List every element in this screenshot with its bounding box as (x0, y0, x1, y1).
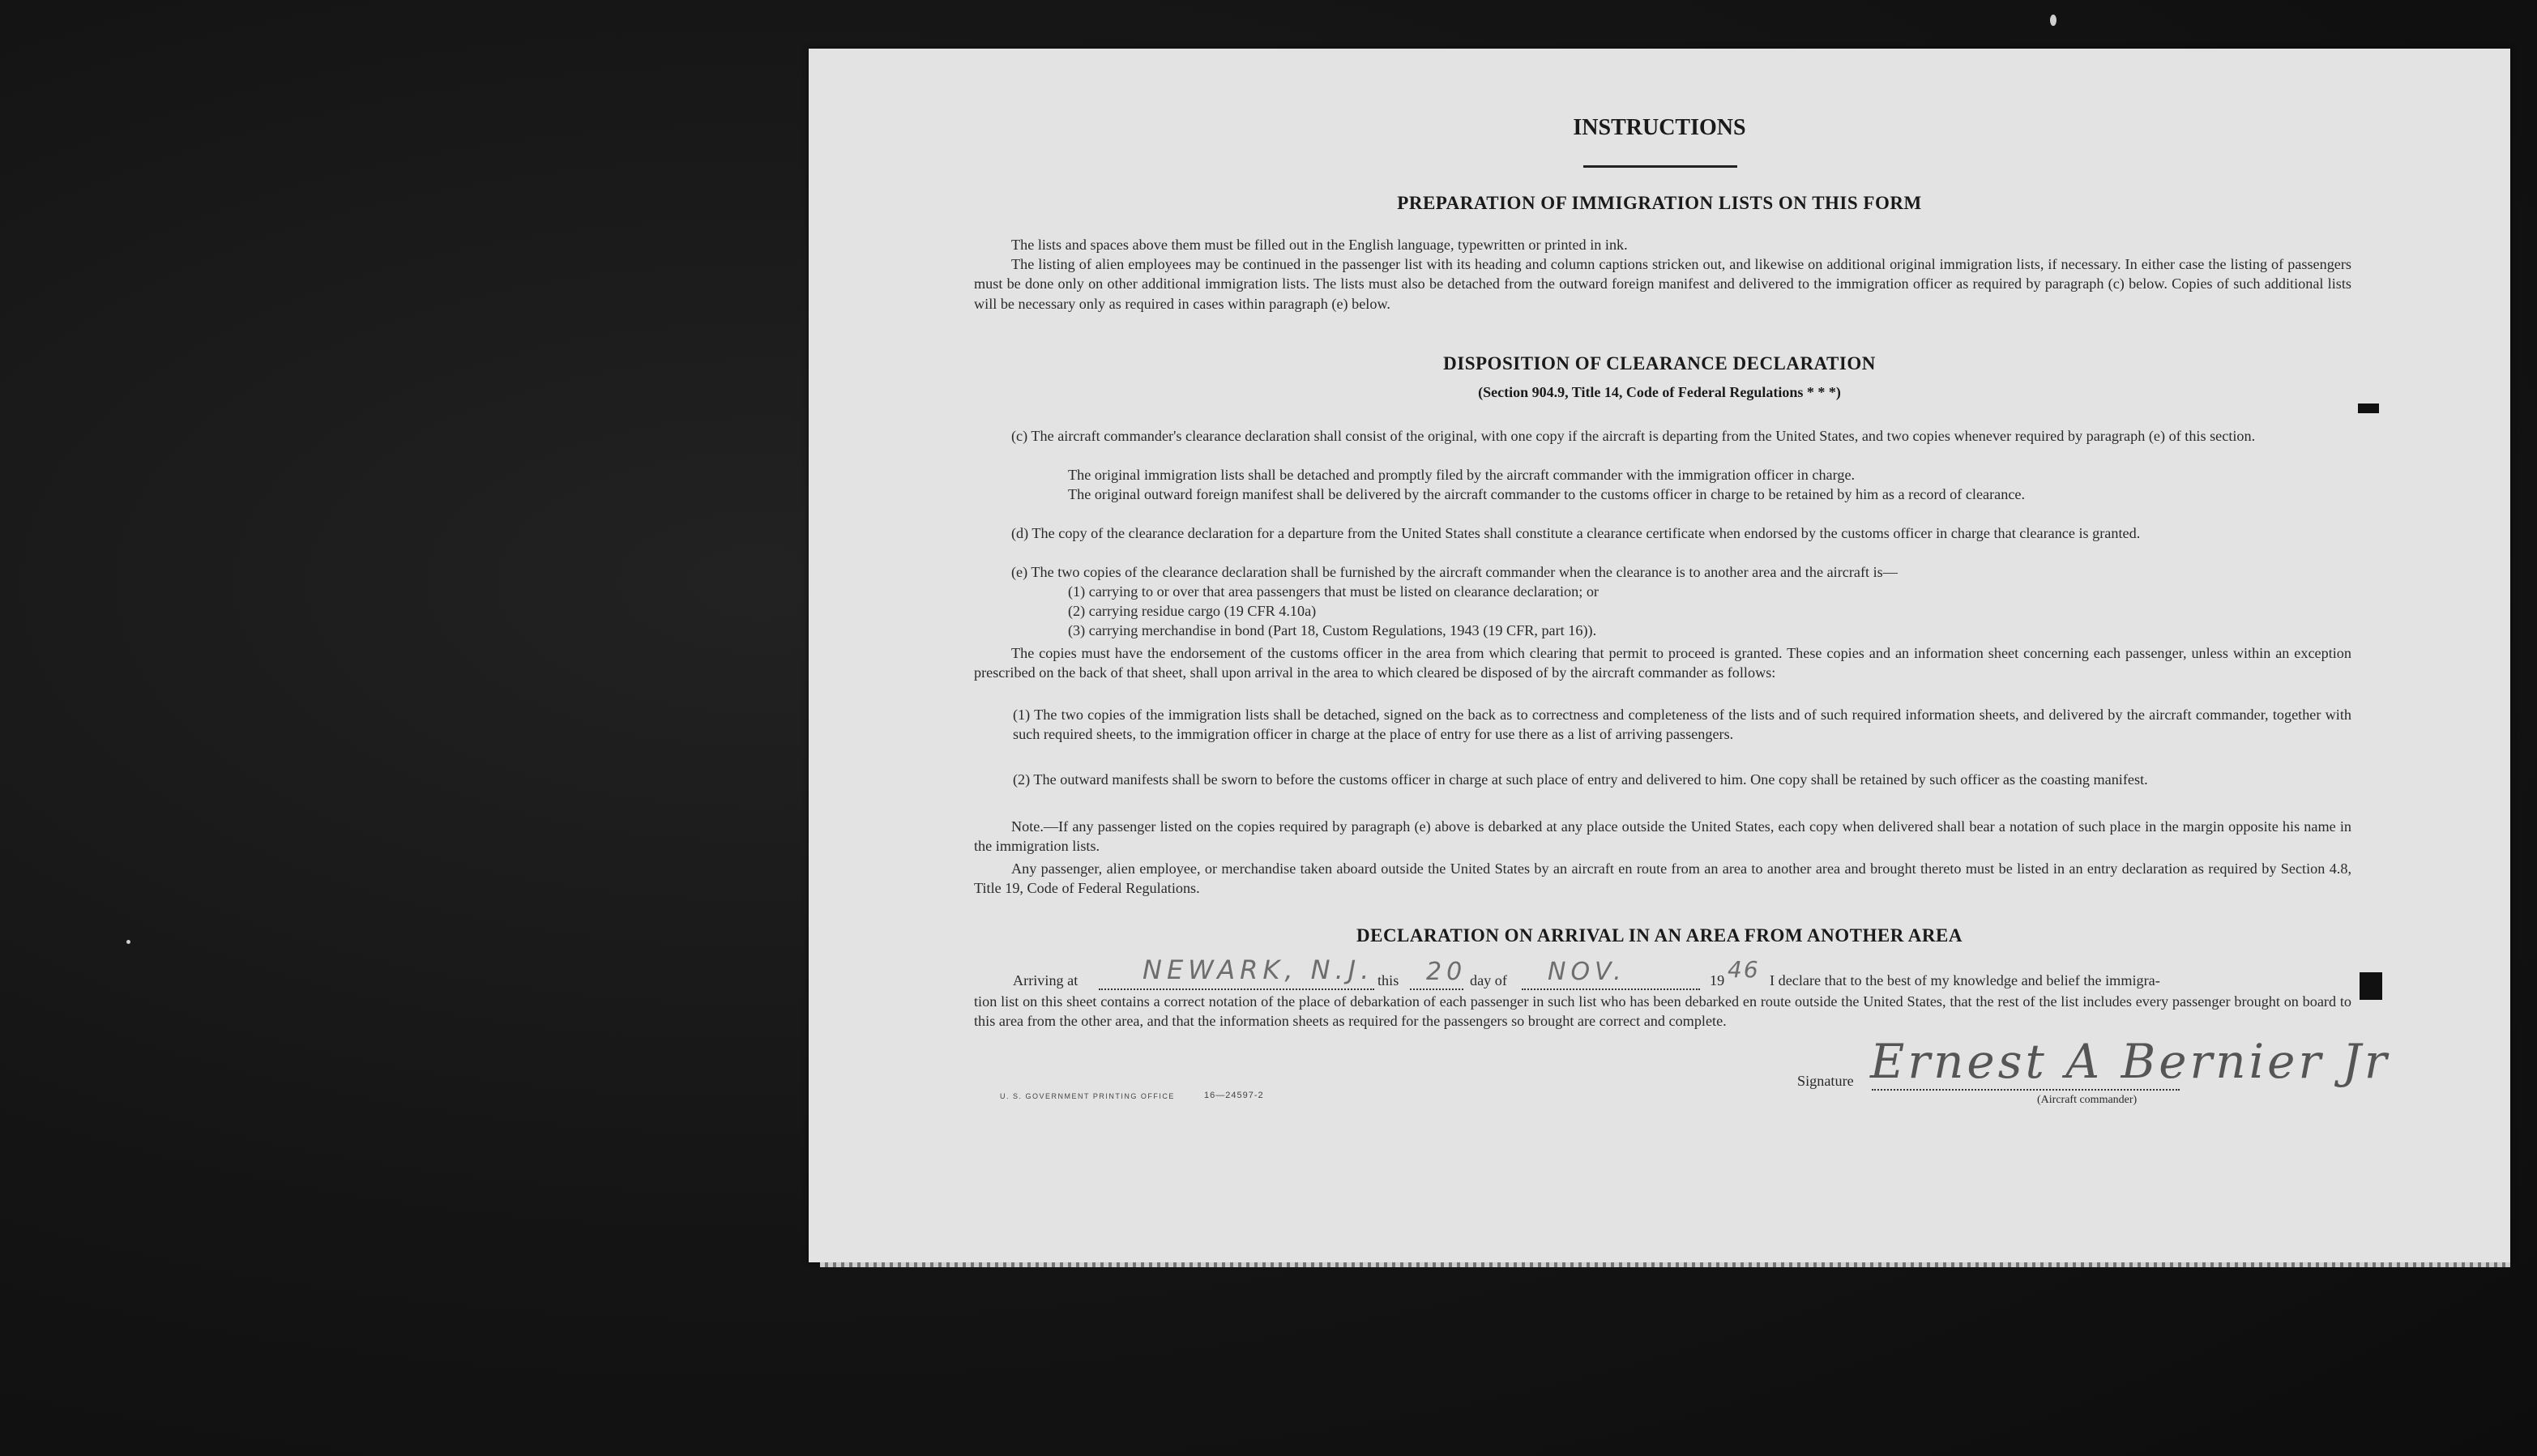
section-title-disposition: DISPOSITION OF CLEARANCE DECLARATION (1443, 353, 1876, 374)
section-subtitle-disposition: (Section 904.9, Title 14, Code of Federal Regulations * * *) (1478, 384, 1841, 400)
section-title-declaration: DECLARATION ON ARRIVAL IN AN AREA FROM ANOTHER AREA (1356, 925, 1963, 946)
declaration-tail: I declare that to the best of my knowledge and belief the immigra- (1770, 972, 2160, 988)
day-line (1410, 988, 1463, 990)
list-item-e3: (3) carrying merchandise in bond (Part 18, Custom Regulations, 1943 (19 CFR, part 16)). (1068, 622, 1597, 638)
signature-line (1872, 1089, 2180, 1091)
day-value: 20 (1426, 958, 1467, 986)
year-value: 46 (1728, 956, 1760, 983)
arriving-at-value: NEWARK, N.J. (1143, 954, 1374, 985)
disposition-item-1: (1) The two copies of the immigration lists shall be detached, signed on the back as to correctness and completeness of the lists and of such required information sheets, and delivered by the aircraft commander, together with such required sheets, to the immigration officer in charge at the place of entry for use there as a list of arriving passengers. (1013, 707, 2351, 743)
signature-value: Ernest A Bernier Jr (1870, 1034, 2390, 1089)
arriving-at-label: Arriving at (1013, 972, 1078, 988)
paragraph-copies-endorsement: The copies must have the endorsement of the customs officer in the area from which clearing that permit to proceed is granted. These copies and an information sheet concerning each passenger, unless within an exception prescribed on the back of that sheet, shall upon arrival in the area to which cleared be disposed of by the aircraft commander as follows: (974, 645, 2351, 681)
dust-speck (2050, 15, 2057, 26)
disposition-item-2: (2) The outward manifests shall be sworn to before the customs officer in charge at such place of entry and delivered to him. One copy shall be retained by such officer as the coasting manifest. (1013, 771, 2148, 788)
declaration-body: tion list on this sheet contains a correct notation of the place of debarkation of each passenger in such list who has been debarked en route outside the United States, that the rest of the list includes every passenger brought on board to this area from the other area, and that the information sheets as required for the passengers so brought are correct and complete. (974, 993, 2351, 1030)
signature-label: Signature (1797, 1073, 1854, 1089)
list-item-e1: (1) carrying to or over that area passengers that must be listed on clearance declaration; or (1068, 583, 1599, 600)
arriving-at-line (1099, 988, 1374, 990)
document-sheet (809, 49, 2510, 1262)
paragraph-c-immigration-lists: The original immigration lists shall be detached and promptly filed by the aircraft commander with the immigration officer in charge. (1068, 467, 1856, 483)
dust-speck (126, 940, 130, 944)
paragraph-c: (c) The aircraft commander's clearance declaration shall consist of the original, with one copy if the aircraft is departing from the United States, and two copies whenever required by paragraph (e) of this section. (1011, 428, 2256, 444)
ink-mark (2360, 972, 2382, 1000)
paragraph-e: (e) The two copies of the clearance declaration shall be furnished by the aircraft commander when the clearance is to another area and the aircraft is— (1011, 564, 1898, 580)
signature-caption: (Aircraft commander) (2037, 1094, 2138, 1106)
ink-mark (2358, 403, 2379, 413)
month-value: NOV. (1548, 958, 1626, 986)
month-line (1522, 988, 1700, 990)
this-label: this (1377, 972, 1399, 988)
day-of-label: day of (1470, 972, 1507, 988)
paragraph-lists-language: The lists and spaces above them must be filled out in the English language, typewritten or printed in ink. (1011, 237, 1628, 253)
section-title-preparation: PREPARATION OF IMMIGRATION LISTS ON THIS FORM (1397, 193, 1922, 213)
note-paragraph: Note.—If any passenger listed on the copies required by paragraph (e) above is debarked at any place outside the United States, each copy when delivered shall bear a notation of such place in the margin opposite his name in the immigration lists. (974, 818, 2351, 855)
paragraph-alien-employees: The listing of alien employees may be continued in the passenger list with its heading and column captions stricken out, and likewise on additional original immigration lists, if necessary. In either case the listing of passengers must be done only on other additional immigration lists. The lists must also be detached from the outward foreign manifest and delivered to the immigration officer as required by paragraph (c) below. Copies of such additional lists will be necessary only as required in cases within paragraph (e) below. (974, 256, 2351, 312)
paragraph-c-outward-manifest: The original outward foreign manifest shall be delivered by the aircraft commander to the customs officer in charge to be retained by him as a record of clearance. (1068, 486, 2026, 502)
paragraph-d: (d) The copy of the clearance declaration for a departure from the United States shall constitute a clearance certificate when endorsed by the customs officer in charge that clearance is granted. (1011, 525, 2141, 541)
printing-office-imprint: U. S. GOVERNMENT PRINTING OFFICE (1000, 1092, 1175, 1100)
heading-underline (1583, 165, 1737, 168)
year-prefix: 19 (1710, 972, 1725, 988)
document-heading: INSTRUCTIONS (1573, 115, 1746, 140)
paragraph-any-passenger: Any passenger, alien employee, or merchandise taken aboard outside the United States by an aircraft en route from an area to another area and brought thereto must be listed in an entry declaration as required by Section 4.8, Title 19, Code of Federal Regulations. (974, 860, 2351, 897)
list-item-e2: (2) carrying residue cargo (19 CFR 4.10a) (1068, 603, 1317, 619)
form-number: 16—24597-2 (1204, 1091, 1264, 1100)
